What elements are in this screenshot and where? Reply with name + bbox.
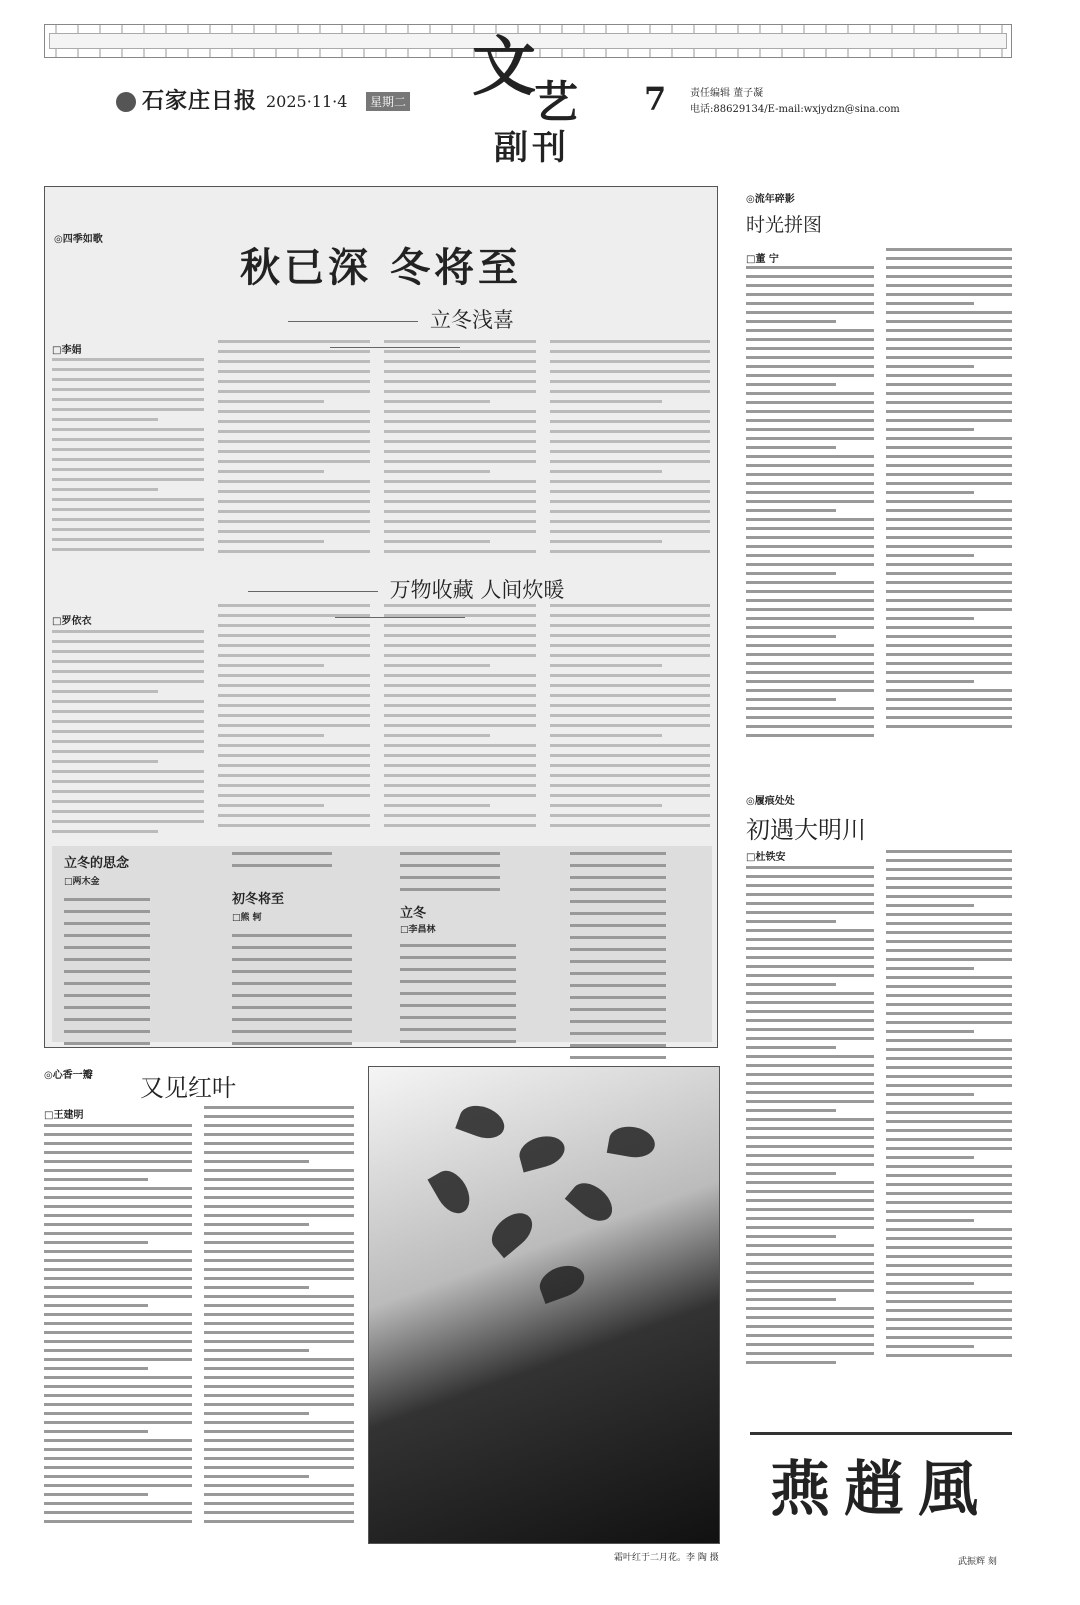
bottom-article-col2 bbox=[204, 1106, 354, 1574]
calligraphy-author: 武振辉 刻 bbox=[958, 1557, 997, 1567]
poem1-title: 立冬的思念 bbox=[64, 856, 130, 871]
issue-weekday: 星期二 bbox=[366, 92, 410, 111]
article2-col3 bbox=[384, 604, 536, 840]
right-article2-col1 bbox=[746, 866, 874, 1422]
masthead-fukan: 副刊 bbox=[494, 128, 570, 168]
leaf-shape bbox=[516, 1132, 568, 1173]
poem3-author: □李昌林 bbox=[400, 925, 436, 935]
bottom-article-col1 bbox=[44, 1124, 192, 1574]
poem1-text bbox=[64, 898, 150, 1054]
article2-col1 bbox=[52, 630, 204, 840]
article1-col2 bbox=[218, 340, 370, 564]
leaf-shape bbox=[455, 1100, 508, 1144]
editor-info bbox=[690, 86, 900, 118]
right-tag2: ◎履痕处处 bbox=[746, 796, 795, 807]
column-tag: ◎四季如歌 bbox=[54, 234, 103, 245]
leaf-shape bbox=[428, 1165, 477, 1220]
right-article2-col2 bbox=[886, 850, 1012, 1422]
bottom-author: □王建明 bbox=[44, 1110, 84, 1121]
right-author1: □董 宁 bbox=[746, 254, 779, 265]
right-author2: □杜铁安 bbox=[746, 852, 786, 863]
right-tag1: ◎流年碎影 bbox=[746, 194, 795, 205]
article2-author: □罗依衣 bbox=[52, 616, 92, 627]
photo-caption: 霜叶红于二月花。李 陶 摄 bbox=[614, 1553, 719, 1563]
article1-col3 bbox=[384, 340, 536, 564]
poem3-title: 立冬 bbox=[400, 906, 427, 921]
article1-col4 bbox=[550, 340, 710, 564]
poem2-text bbox=[232, 934, 352, 1054]
issue-date: 2025·11·4 bbox=[266, 92, 348, 111]
section-masthead bbox=[472, 30, 592, 168]
poem3-text-cont bbox=[570, 852, 666, 1068]
right-article1-col2 bbox=[886, 248, 1012, 780]
feature-title: 秋已深 冬将至 bbox=[240, 244, 522, 291]
newspaper-logo: 石家庄日报 bbox=[116, 84, 257, 115]
poem1-text-cont bbox=[232, 852, 332, 876]
masthead-wen: 文 bbox=[472, 30, 536, 105]
leaf-shape bbox=[565, 1176, 620, 1229]
masthead-yi: 艺 bbox=[534, 77, 578, 128]
bottom-tag: ◎心香一瓣 bbox=[44, 1070, 93, 1081]
editor-contact: 电话:88629134/E-mail:wxjydzn@sina.com bbox=[690, 104, 900, 115]
article2-col2 bbox=[218, 604, 370, 840]
leaf-shape bbox=[535, 1260, 588, 1304]
right-article1-col1 bbox=[746, 266, 874, 780]
poem2-text-cont bbox=[400, 852, 500, 900]
poem3-text bbox=[400, 944, 516, 1052]
article1-subtitle: 立冬浅喜 bbox=[210, 304, 580, 358]
editor-name: 责任编辑 董子凝 bbox=[690, 88, 764, 99]
logo-icon bbox=[116, 92, 136, 112]
right-title2: 初遇大明川 bbox=[746, 816, 866, 844]
calligraphy-yanzhaofeng: 燕趙風 bbox=[750, 1432, 1012, 1549]
poem1-author: □两木金 bbox=[64, 877, 100, 887]
leaf-shape bbox=[607, 1123, 658, 1161]
article2-subtitle: 万物收藏 人间炊暖 bbox=[200, 574, 600, 628]
poem2-author: □熊 轲 bbox=[232, 913, 262, 923]
bottom-title: 又见红叶 bbox=[140, 1074, 236, 1102]
poem2-title: 初冬将至 bbox=[232, 892, 285, 907]
page-number: 7 bbox=[644, 80, 667, 118]
article1-author: □李娟 bbox=[52, 345, 82, 356]
leaf-shape bbox=[485, 1206, 540, 1259]
right-title1: 时光拼图 bbox=[746, 214, 823, 236]
article2-col4 bbox=[550, 604, 710, 840]
article1-col1 bbox=[52, 358, 204, 564]
maple-leaf-photo bbox=[368, 1066, 720, 1544]
